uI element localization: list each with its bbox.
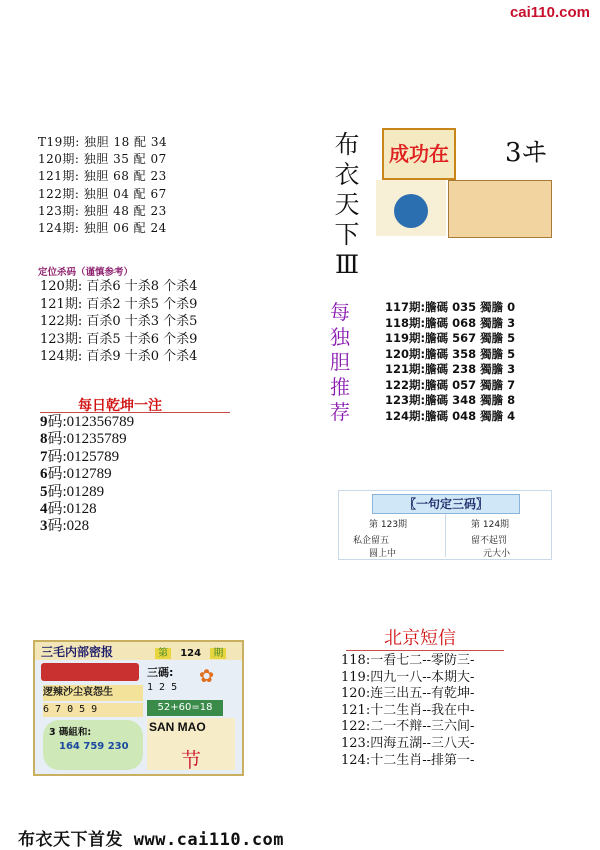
combo-value: 164 759 230 bbox=[59, 741, 129, 752]
list-item: 122期: 百杀0 十杀3 个杀5 bbox=[40, 314, 198, 330]
kill-code-list bbox=[40, 278, 240, 366]
code-count: 3 bbox=[40, 518, 48, 535]
issue-prefix: 第 bbox=[155, 648, 171, 659]
kill-code-title: 定位杀码（谨慎参考） bbox=[38, 267, 134, 278]
success-banner: 成功在 bbox=[382, 128, 456, 180]
sum-badge: 52+60=18 bbox=[147, 700, 223, 716]
table-cell: 私企留五 bbox=[353, 536, 390, 546]
card-title: 三毛内部密报 bbox=[41, 645, 114, 659]
flower-icon: ✿ bbox=[199, 666, 215, 687]
code-digits: 码:028 bbox=[47, 518, 90, 535]
title-char: 荐 bbox=[330, 400, 350, 424]
code-digits: 码:01235789 bbox=[47, 431, 127, 448]
list-item: 120期: 百杀6 十杀8 个杀4 bbox=[40, 279, 198, 294]
code-count: 5 bbox=[40, 483, 48, 500]
sms-title: 北京短信 bbox=[384, 628, 456, 649]
signature: 3ヰ bbox=[505, 138, 548, 168]
list-item: 123期:膽碼 348 獨膽 8 bbox=[385, 393, 516, 407]
list-item: T19期: 独胆 18 配 34 bbox=[38, 135, 168, 149]
scroll-panel bbox=[448, 180, 552, 238]
title-char: 衣 bbox=[334, 160, 360, 189]
title-char: 每 bbox=[330, 300, 350, 324]
dudan-list bbox=[38, 134, 228, 237]
decorative-banner bbox=[41, 663, 139, 681]
list-item: 123期: 独胆 48 配 23 bbox=[38, 203, 167, 218]
list-item: 124期:膽碼 048 獨膽 4 bbox=[385, 408, 516, 423]
list-item: 124:十二生肖--排第一- bbox=[341, 752, 475, 768]
title-char: 天 bbox=[334, 190, 360, 219]
list-item: 120:连三出五--有乾坤- bbox=[341, 686, 475, 702]
codes-value: 1 2 5 bbox=[147, 682, 178, 693]
code-count: 9 bbox=[40, 414, 48, 430]
list-item: 122期:膽碼 057 獨膽 7 bbox=[385, 377, 516, 392]
daily-pick-title: 每日乾坤一注 bbox=[78, 398, 162, 414]
code-digits: 码:0125789 bbox=[47, 448, 120, 465]
table-cell: 圆上中 bbox=[369, 549, 397, 559]
title-char: Ⅲ bbox=[334, 250, 360, 279]
title-char: 布 bbox=[334, 130, 360, 159]
code-digits: 码:012356789 bbox=[47, 414, 135, 430]
code-digits: 码:0128 bbox=[47, 501, 97, 518]
list-item bbox=[40, 518, 134, 535]
list-item bbox=[40, 414, 134, 431]
list-item bbox=[40, 484, 134, 501]
issue-label bbox=[155, 644, 239, 658]
daily-pick-list bbox=[40, 414, 134, 536]
divider bbox=[40, 412, 230, 413]
divider bbox=[445, 513, 446, 557]
sms-list bbox=[341, 653, 474, 769]
title-char: 独 bbox=[330, 325, 350, 349]
list-item bbox=[40, 466, 134, 483]
combo-label: 3 碼組和: bbox=[49, 727, 92, 738]
vertical-title bbox=[333, 130, 361, 280]
brand-name: SAN MAO bbox=[149, 720, 206, 734]
list-item: 122:二一不辩--三六间- bbox=[341, 719, 475, 735]
list-item: 119:四九一八--本期大- bbox=[341, 669, 475, 685]
code-count: 7 bbox=[40, 448, 48, 465]
list-item: 122期: 独胆 04 配 67 bbox=[38, 186, 167, 201]
table-cell: 元大小 bbox=[483, 549, 511, 559]
list-item: 120期:膽碼 358 獨膽 5 bbox=[385, 346, 516, 361]
list-item: 121期: 独胆 68 配 23 bbox=[38, 169, 167, 184]
list-item: 121期: 百杀2 十杀5 个杀9 bbox=[40, 296, 198, 312]
title-char: 推 bbox=[330, 375, 350, 399]
emblem-panel bbox=[376, 180, 446, 236]
list-item: 120期: 独胆 35 配 07 bbox=[38, 152, 167, 167]
table-title: 〖一句定三码〗 bbox=[372, 494, 520, 514]
list-item: 124期: 百杀9 十杀0 个杀4 bbox=[40, 349, 198, 365]
codes-label: 三碼: bbox=[147, 666, 174, 679]
vertical-title bbox=[326, 300, 354, 425]
footer-text: 布衣天下首发 www.cai110.com bbox=[18, 830, 285, 850]
list-item: 121:十二生肖--我在中- bbox=[341, 702, 475, 718]
issue-suffix: 期 bbox=[210, 648, 226, 659]
sanmao-report-card bbox=[33, 640, 244, 776]
list-item: 117期:膽碼 035 獨膽 0 bbox=[385, 300, 516, 314]
dragon-emblem-icon bbox=[394, 194, 428, 228]
stamp-char: 节 bbox=[181, 748, 201, 772]
digit-strip: 6 7 0 5 9 bbox=[43, 703, 143, 717]
list-item bbox=[40, 431, 134, 448]
slogan-banner: 逻辣沙尘哀怨生 bbox=[43, 685, 143, 701]
title-char: 下 bbox=[334, 220, 360, 249]
list-item: 124期: 独胆 06 配 24 bbox=[38, 221, 167, 236]
list-item: 118期:膽碼 068 獨膽 3 bbox=[385, 315, 516, 330]
title-char: 胆 bbox=[330, 350, 350, 374]
col-header: 第 124期 bbox=[471, 520, 510, 530]
divider bbox=[346, 650, 504, 651]
code-digits: 码:012789 bbox=[47, 466, 112, 483]
col-header: 第 123期 bbox=[369, 520, 408, 530]
list-item bbox=[40, 501, 134, 518]
list-item: 119期:膽碼 567 獨膽 5 bbox=[385, 331, 516, 345]
dandan-list bbox=[385, 300, 515, 424]
list-item: 123:四海五湖--三八天- bbox=[341, 735, 475, 751]
list-item: 118:一看七二--零防三- bbox=[341, 653, 475, 668]
issue-number: 124 bbox=[180, 648, 202, 659]
table-cell: 留不起罚 bbox=[471, 536, 508, 546]
code-count: 4 bbox=[40, 501, 48, 518]
code-count: 8 bbox=[40, 431, 48, 448]
code-count: 6 bbox=[40, 466, 48, 483]
list-item: 121期:膽碼 238 獨膽 3 bbox=[385, 362, 516, 376]
list-item bbox=[40, 449, 134, 466]
site-logo[interactable]: cai110.com bbox=[509, 4, 590, 21]
list-item: 123期: 百杀5 十杀6 个杀9 bbox=[40, 331, 198, 347]
code-digits: 码:01289 bbox=[47, 483, 105, 500]
